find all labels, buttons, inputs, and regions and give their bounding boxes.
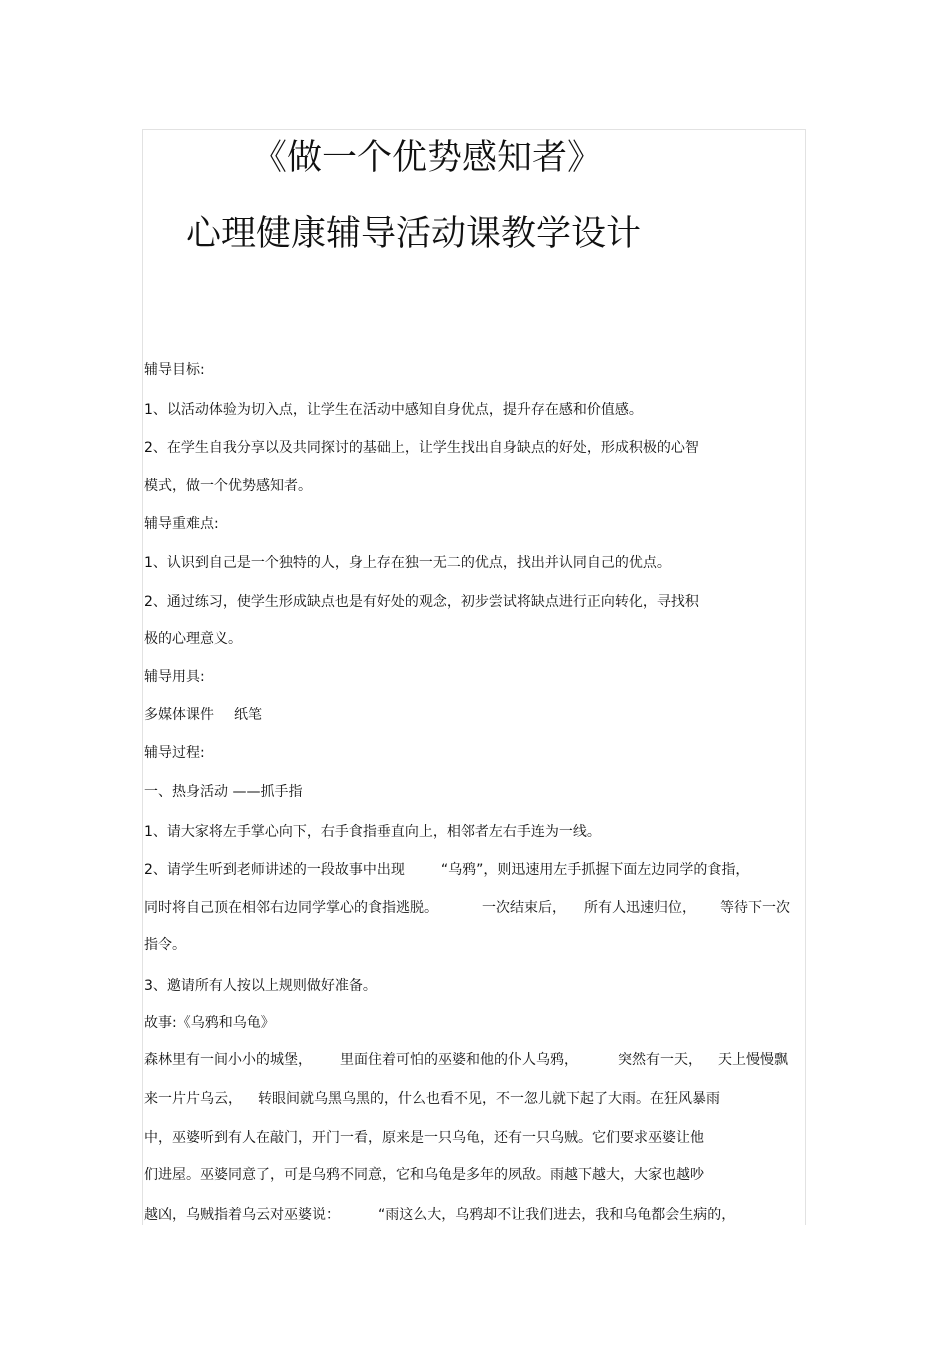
process-step-2-line-2	[144, 898, 790, 918]
objectives-heading: 辅导目标:	[144, 362, 205, 378]
tool-item-courseware: 多媒体课件	[144, 707, 214, 723]
process-step-2-line-1	[144, 860, 749, 880]
tool-item-paper-pen: 纸笔	[234, 707, 262, 723]
story-line-2	[144, 1089, 720, 1109]
story-line-3: 中，巫婆听到有人在敲门，开门一看，原来是一只乌龟，还有一只乌贼。它们要求巫婆让他	[144, 1130, 704, 1146]
process-heading: 辅导过程:	[144, 745, 205, 761]
step-2-text-a2: “乌鸦”，则迅速用左手抓握下面左边同学的食指，	[440, 862, 750, 878]
story-line-1	[144, 1050, 788, 1070]
step-2-text-b2: 一次结束后，	[482, 900, 566, 916]
story-text-b2: 转眼间就乌黑乌黑的，什么也看不见，不一忽儿就下起了大雨。在狂风暴雨	[258, 1091, 720, 1107]
key-point-item-1: 1、认识到自己是一个独特的人，身上存在独一无二的优点，找出并认同自己的优点。	[144, 555, 671, 571]
story-text-b1: 来一片片乌云，	[144, 1091, 242, 1107]
process-section-1: 一、热身活动 ——抓手指	[144, 784, 303, 800]
story-text-a4: 天上慢慢飘	[718, 1052, 788, 1068]
process-step-3: 3、邀请所有人按以上规则做好准备。	[144, 978, 377, 994]
story-line-5	[144, 1205, 735, 1225]
objective-item-1: 1、以活动体验为切入点，让学生在活动中感知自身优点，提升存在感和价值感。	[144, 402, 643, 418]
step-2-text-b3: 所有人迅速归位，	[584, 900, 696, 916]
document-subtitle: 心理健康辅导活动课教学设计	[186, 214, 642, 254]
story-text-a1: 森林里有一间小小的城堡，	[144, 1052, 312, 1068]
story-text-e1: 越凶，乌贼指着乌云对巫婆说：	[144, 1207, 340, 1223]
document-title: 《做一个优势感知者》	[252, 138, 603, 178]
step-2-text-a1: 2、请学生听到老师讲述的一段故事中出现	[144, 862, 405, 878]
story-heading: 故事:《乌鸦和乌龟》	[144, 1015, 275, 1031]
objective-item-2-line-2: 模式，做一个优势感知者。	[144, 478, 312, 494]
story-text-a3: 突然有一天，	[618, 1052, 702, 1068]
key-point-item-2-line-2: 极的心理意义。	[144, 631, 242, 647]
tools-heading: 辅导用具:	[144, 669, 205, 685]
objective-item-2-line-1: 2、在学生自我分享以及共同探讨的基础上，让学生找出自身缺点的好处，形成积极的心智	[144, 440, 699, 456]
step-2-text-b1: 同时将自己顶在相邻右边同学掌心的食指逃脱。	[144, 900, 438, 916]
story-text-a2: 里面住着可怕的巫婆和他的仆人乌鸦，	[340, 1052, 578, 1068]
step-2-text-b4: 等待下一次	[720, 900, 790, 916]
key-points-heading: 辅导重难点:	[144, 516, 219, 532]
story-line-4: 们进屋。巫婆同意了，可是乌鸦不同意，它和乌龟是多年的夙敌。雨越下越大，大家也越吵	[144, 1167, 704, 1183]
story-text-e2: “雨这么大，乌鸦却不让我们进去，我和乌龟都会生病的，	[378, 1207, 736, 1223]
process-step-1: 1、请大家将左手掌心向下，右手食指垂直向上，相邻者左右手连为一线。	[144, 824, 601, 840]
process-step-2-line-3: 指令。	[144, 937, 186, 953]
key-point-item-2-line-1: 2、通过练习，使学生形成缺点也是有好处的观念，初步尝试将缺点进行正向转化，寻找积	[144, 594, 699, 610]
tools-list	[144, 705, 262, 725]
